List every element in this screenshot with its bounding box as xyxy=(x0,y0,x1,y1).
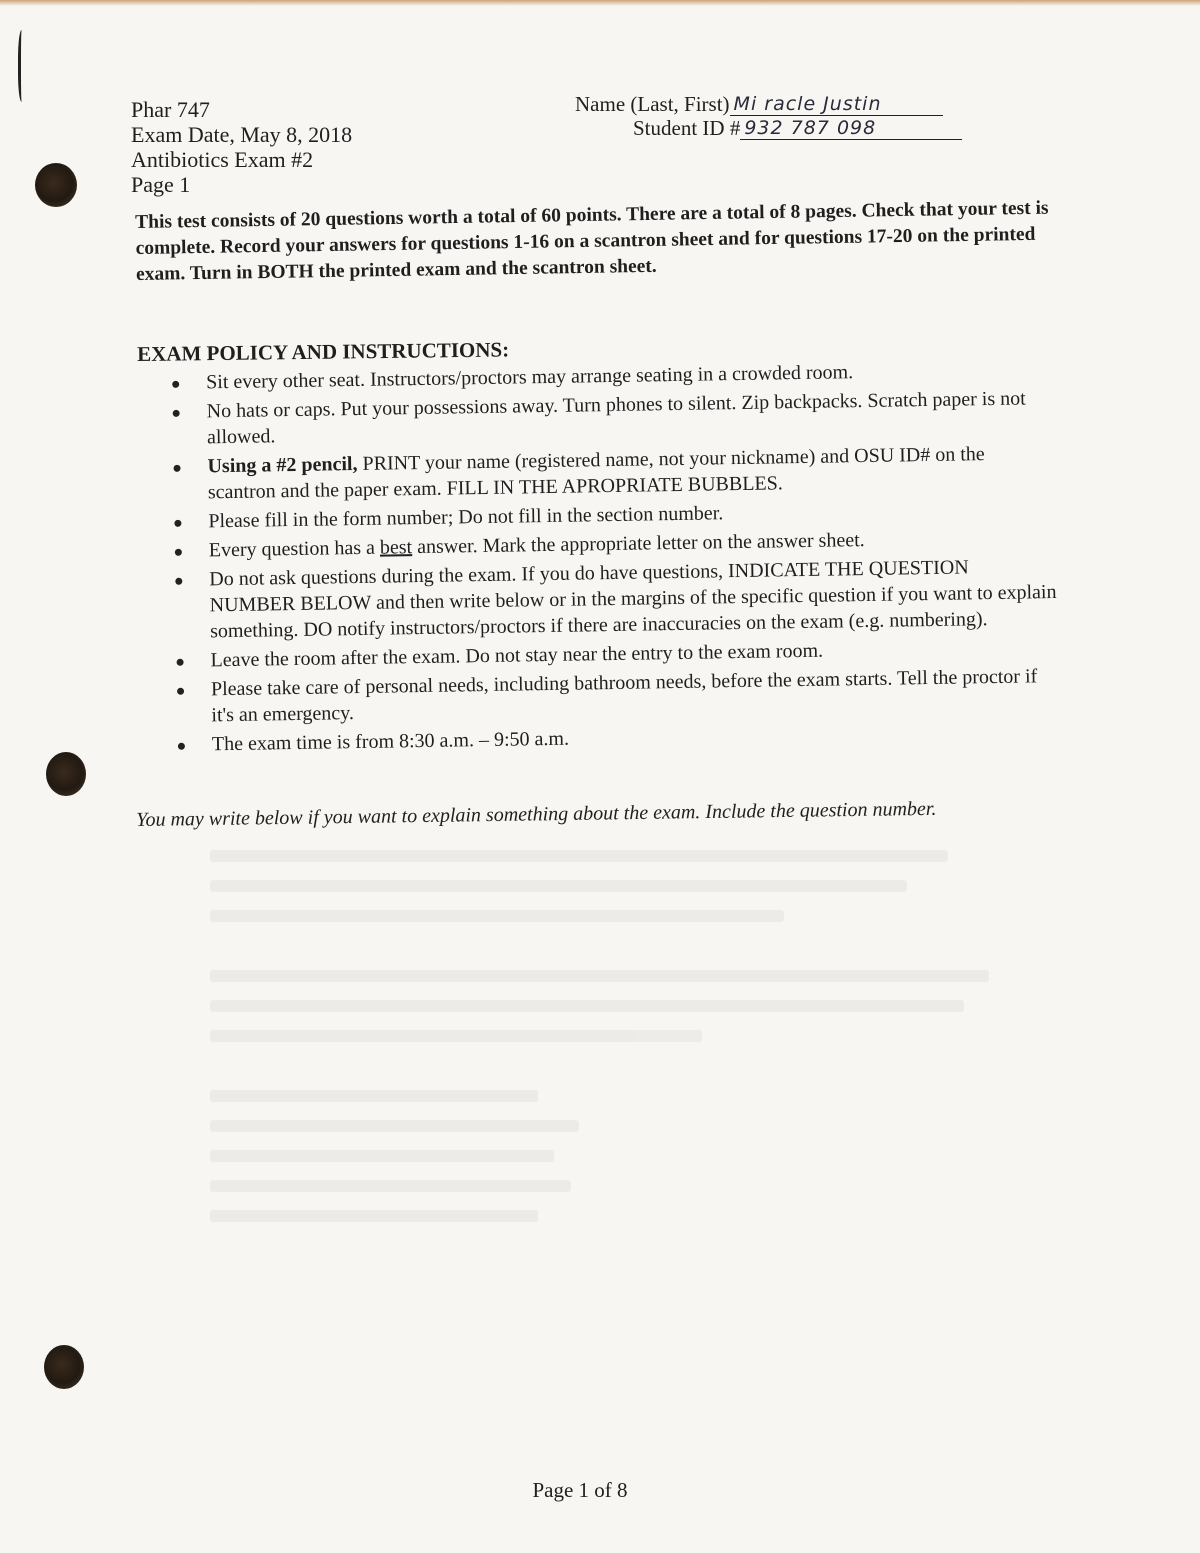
policy-item-pre: Every question has a xyxy=(208,536,381,562)
policy-item-text: Please fill in the form number; Do not fill in the section number. xyxy=(208,502,724,533)
bullet-icon xyxy=(175,578,182,585)
bullet-icon xyxy=(173,465,180,472)
punch-hole-bottom xyxy=(44,1345,84,1389)
bullet-icon xyxy=(178,743,185,750)
paper-edge xyxy=(0,0,1200,6)
bullet-icon xyxy=(172,381,179,388)
policy-item-text: Do not ask questions during the exam. If you do have questions, INDICATE THE QUESTION NUMBER BELOW and then write below or in the margins of the specific question if you want to explain something. DO notify instructors/proctors if there are inaccuracies on the exam (e.g. numbering). xyxy=(209,556,1057,643)
policy-item-text: Please take care of personal needs, including bathroom needs, before the exam starts. Tell the proctor if it's an emergency. xyxy=(210,665,1038,727)
policy-list xyxy=(165,356,1061,761)
policy-item xyxy=(170,663,1061,729)
id-label: Student ID # xyxy=(633,116,741,140)
page-label: Page 1 xyxy=(131,172,191,197)
margin-mark xyxy=(18,30,27,102)
name-field[interactable]: Mi racle Justin xyxy=(730,93,943,116)
bullet-icon xyxy=(177,688,184,695)
policy-item-bold: Using a #2 pencil, xyxy=(207,452,358,478)
policy-item-text: answer. Mark the appropriate letter on the answer sheet. xyxy=(411,529,865,559)
bullet-icon xyxy=(177,659,184,666)
show-through-text xyxy=(210,850,1030,1230)
name-row xyxy=(575,92,962,116)
punch-hole-middle xyxy=(46,752,86,796)
policy-item xyxy=(166,440,1057,506)
exam-header xyxy=(131,97,352,197)
comment-instruction: You may write below if you want to explain something about the exam. Include the question number. xyxy=(136,797,937,831)
policy-item-text: PRINT your name (registered name, not your nickname) and OSU ID# on the scantron and the paper exam. FILL IN THE APROPRIATE BUBBLES. xyxy=(207,443,985,504)
intro-paragraph: This test consists of 20 questions worth a total of 60 points. There are a total of 8 pages. Check that your test is complete. Record your answers for questions 1-16 on a scantron sheet and for questions 17-20 on the printed exam. Turn in BOTH the printed exam and the scantron sheet. xyxy=(135,197,1049,285)
policy-item xyxy=(165,385,1056,451)
id-row xyxy=(575,116,962,140)
exam-date: Exam Date, May 8, 2018 xyxy=(131,122,353,147)
policy-heading: EXAM POLICY AND INSTRUCTIONS: xyxy=(137,337,510,366)
punch-hole-top xyxy=(35,163,77,207)
policy-item-text: The exam time is from 8:30 a.m. – 9:50 a.m. xyxy=(211,727,570,756)
policy-item-text: No hats or caps. Put your possessions away. Turn phones to silent. Zip backpacks. Scratch paper is not allowed. xyxy=(206,387,1026,449)
name-label: Name (Last, First) xyxy=(575,92,730,116)
bullet-icon xyxy=(175,549,182,556)
policy-item-underline: best xyxy=(379,536,413,559)
policy-item-text: Sit every other seat. Instructors/proctors may arrange seating in a crowded room. xyxy=(206,361,854,394)
bullet-icon xyxy=(173,410,180,417)
policy-item xyxy=(168,553,1059,645)
bullet-icon xyxy=(174,520,181,527)
policy-item-text: Leave the room after the exam. Do not stay near the entry to the exam room. xyxy=(210,639,824,672)
page-footer: Page 1 of 8 xyxy=(532,1478,628,1502)
student-id-field[interactable]: 932 787 098 xyxy=(740,117,962,140)
student-info xyxy=(575,92,962,140)
course-code: Phar 747 xyxy=(131,97,210,122)
exam-title: Antibiotics Exam #2 xyxy=(131,147,314,172)
